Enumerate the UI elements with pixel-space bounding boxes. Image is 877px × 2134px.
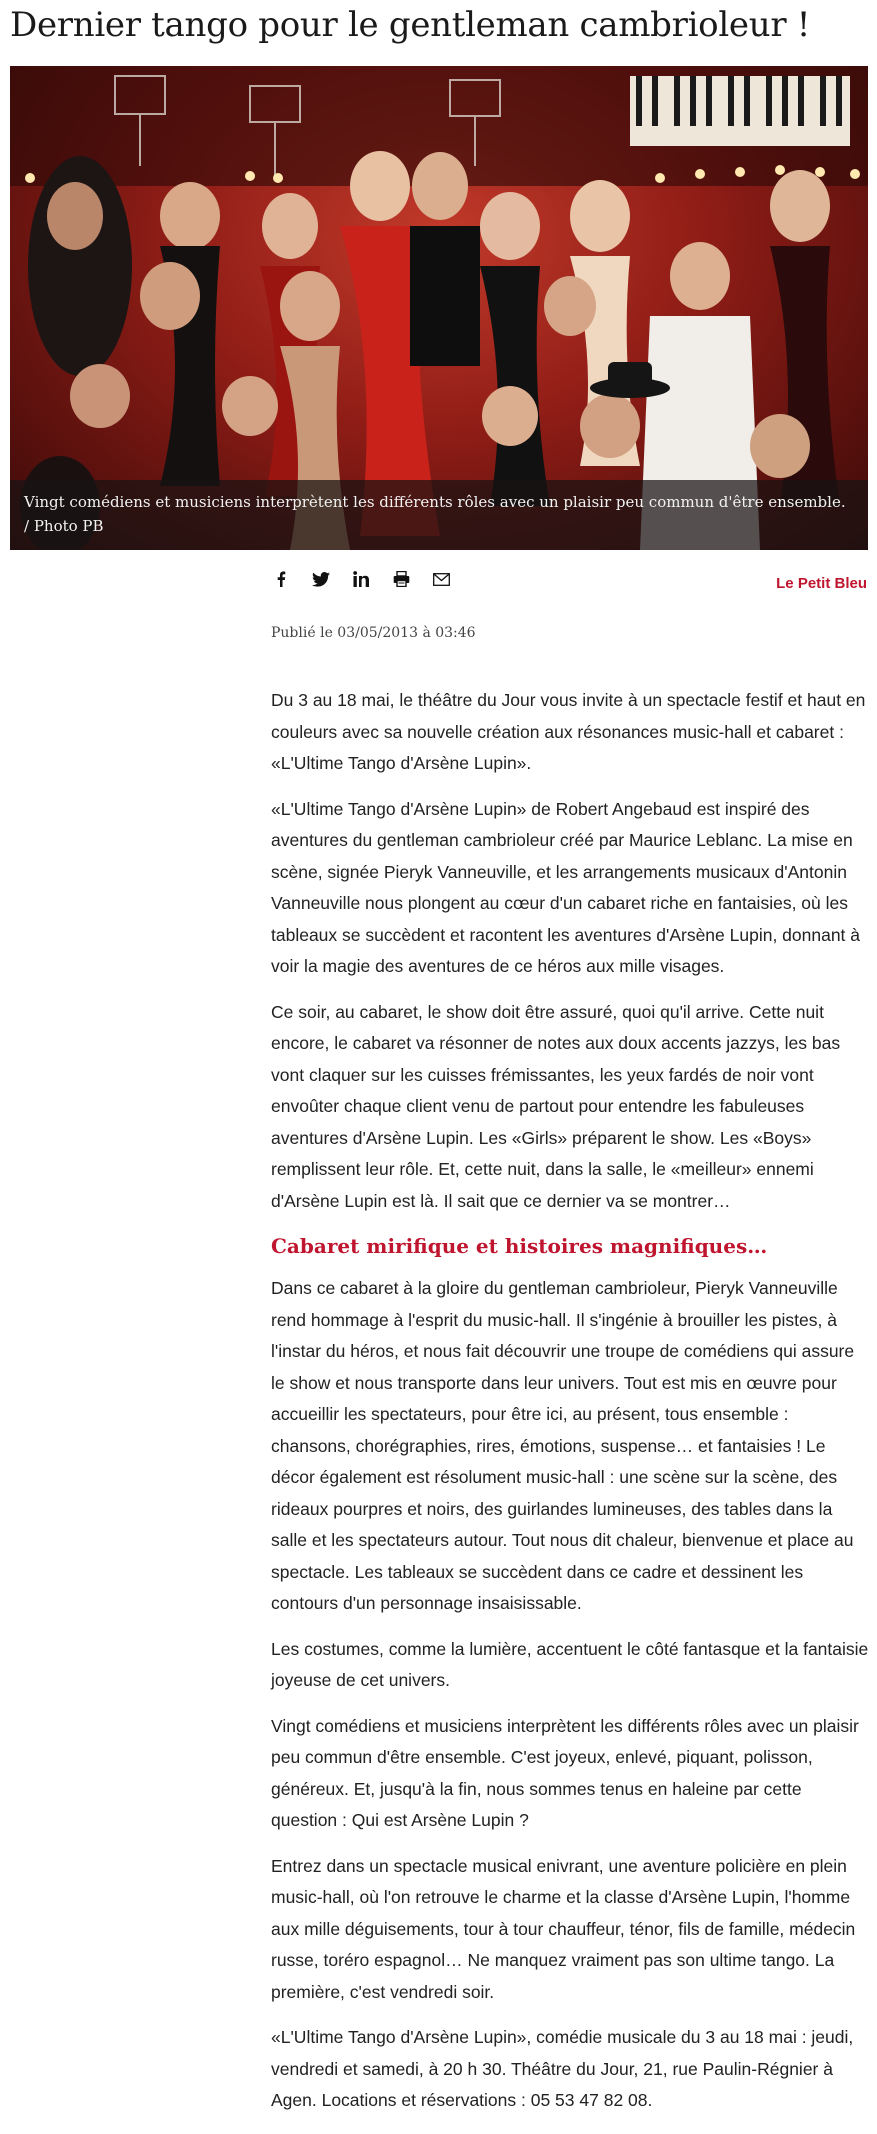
article-paragraph: «L'Ultime Tango d'Arsène Lupin» de Robert Angebaud est inspiré des aventures du gentleman cambrioleur créé par Maurice Leblanc. La mise en scène, signée Pieryk Vanneuville, et les arrangements musicaux d'Antonin Vanneuville nous plongent au cœur d'un cabaret riche en fantaisies, où les tableaux se succèdent et racontent les aventures d'Arsène Lupin, donnant à voir la magie des aventures de ce héros aux mille visages. — [271, 798, 861, 976]
article-subheading: Cabaret mirifique et histoires magnifiques… — [271, 1234, 768, 1258]
article-paragraph: Les costumes, comme la lumière, accentuent le côté fantasque et la fantaisie joyeuse de cet univers. — [271, 1638, 869, 1690]
email-icon[interactable] — [432, 570, 450, 588]
article-paragraph: Dans ce cabaret à la gloire du gentleman cambrioleur, Pieryk Vanneuville rend hommage à l'esprit du music-hall. Il s'ingénie à brouiller les pistes, à l'instar du héros, et nous fait découvrir une troupe de comédiens qui assure le show et nous transporte dans leur univers. Tout est mis en œuvre pour accueillir les spectateurs, pour être ici, au présent, tous ensemble : chansons, chorégraphies, rires, émotions, suspense… et fantaisies ! Le décor également est résolument music-hall : une scène sur la scène, des rideaux pourpres et noirs, des guirlandes lumineuses, des tables dans la salle et les spectateurs autour. Tout nous dit chaleur, bienvenue et place au spectacle. Les tableaux se succèdent dans ce cadre et dessinent les contours d'un personnage insaisissable. — [271, 1278, 855, 1613]
article-photo[interactable] — [10, 66, 868, 550]
article-paragraph: Entrez dans un spectacle musical enivrant, une aventure policière en plein music-hall, où l'on retrouve le charme et la classe d'Arsène Lupin, l'homme aux mille déguisements, tour à tour chauffeur, ténor, fils de famille, médecin russe, toréro espagnol… Ne manquez vraiment pas son ultime tango. La première, c'est vendredi soir. — [271, 1855, 856, 2002]
cabaret-troupe-illustration — [10, 66, 868, 550]
linkedin-icon[interactable] — [352, 570, 370, 588]
article-title: Dernier tango pour le gentleman cambrioleur ! — [10, 5, 811, 45]
share-bar — [272, 570, 450, 588]
print-icon[interactable] — [392, 570, 410, 588]
article-paragraph: «L'Ultime Tango d'Arsène Lupin», comédie musicale du 3 au 18 mai : jeudi, vendredi et samedi, à 20 h 30. Théâtre du Jour, 21, rue Paulin-Régnier à Agen. Locations et réservations : 05 53 47 82 08. — [271, 2027, 854, 2110]
publication-date: Publié le 03/05/2013 à 03:46 — [271, 625, 476, 641]
article-paragraph: Du 3 au 18 mai, le théâtre du Jour vous invite à un spectacle festif et haut en couleurs avec sa nouvelle création aux résonances music-hall et cabaret : «L'Ultime Tango d'Arsène Lupin». — [271, 690, 866, 773]
twitter-icon[interactable] — [312, 570, 330, 588]
article-paragraph: Vingt comédiens et musiciens interprètent les différents rôles avec un plaisir peu commun d'être ensemble. C'est joyeux, enlevé, piquant, polisson, généreux. Et, jusqu'à la fin, nous sommes tenus en haleine par cette question : Qui est Arsène Lupin ? — [271, 1715, 859, 1830]
article-paragraph: Ce soir, au cabaret, le show doit être assuré, quoi qu'il arrive. Cette nuit encore, le cabaret va résonner de notes aux doux accents jazzys, les bas vont claquer sur les cuisses frémissantes, les yeux fardés de noir vont envoûter chaque client venu de partout pour entendre les fabuleuses aventures d'Arsène Lupin. Les «Girls» préparent le show. Les «Boys» remplissent leur rôle. Et, cette nuit, dans la salle, le «meilleur» ennemi d'Arsène Lupin est là. Il sait que ce dernier va se montrer… — [271, 1001, 841, 1211]
source-link[interactable]: Le Petit Bleu — [776, 575, 867, 592]
article-body — [271, 685, 871, 2131]
facebook-icon[interactable] — [272, 570, 290, 588]
photo-caption: Vingt comédiens et musiciens interprètent les différents rôles avec un plaisir peu commun d'être ensemble. / Photo PB — [10, 480, 868, 550]
